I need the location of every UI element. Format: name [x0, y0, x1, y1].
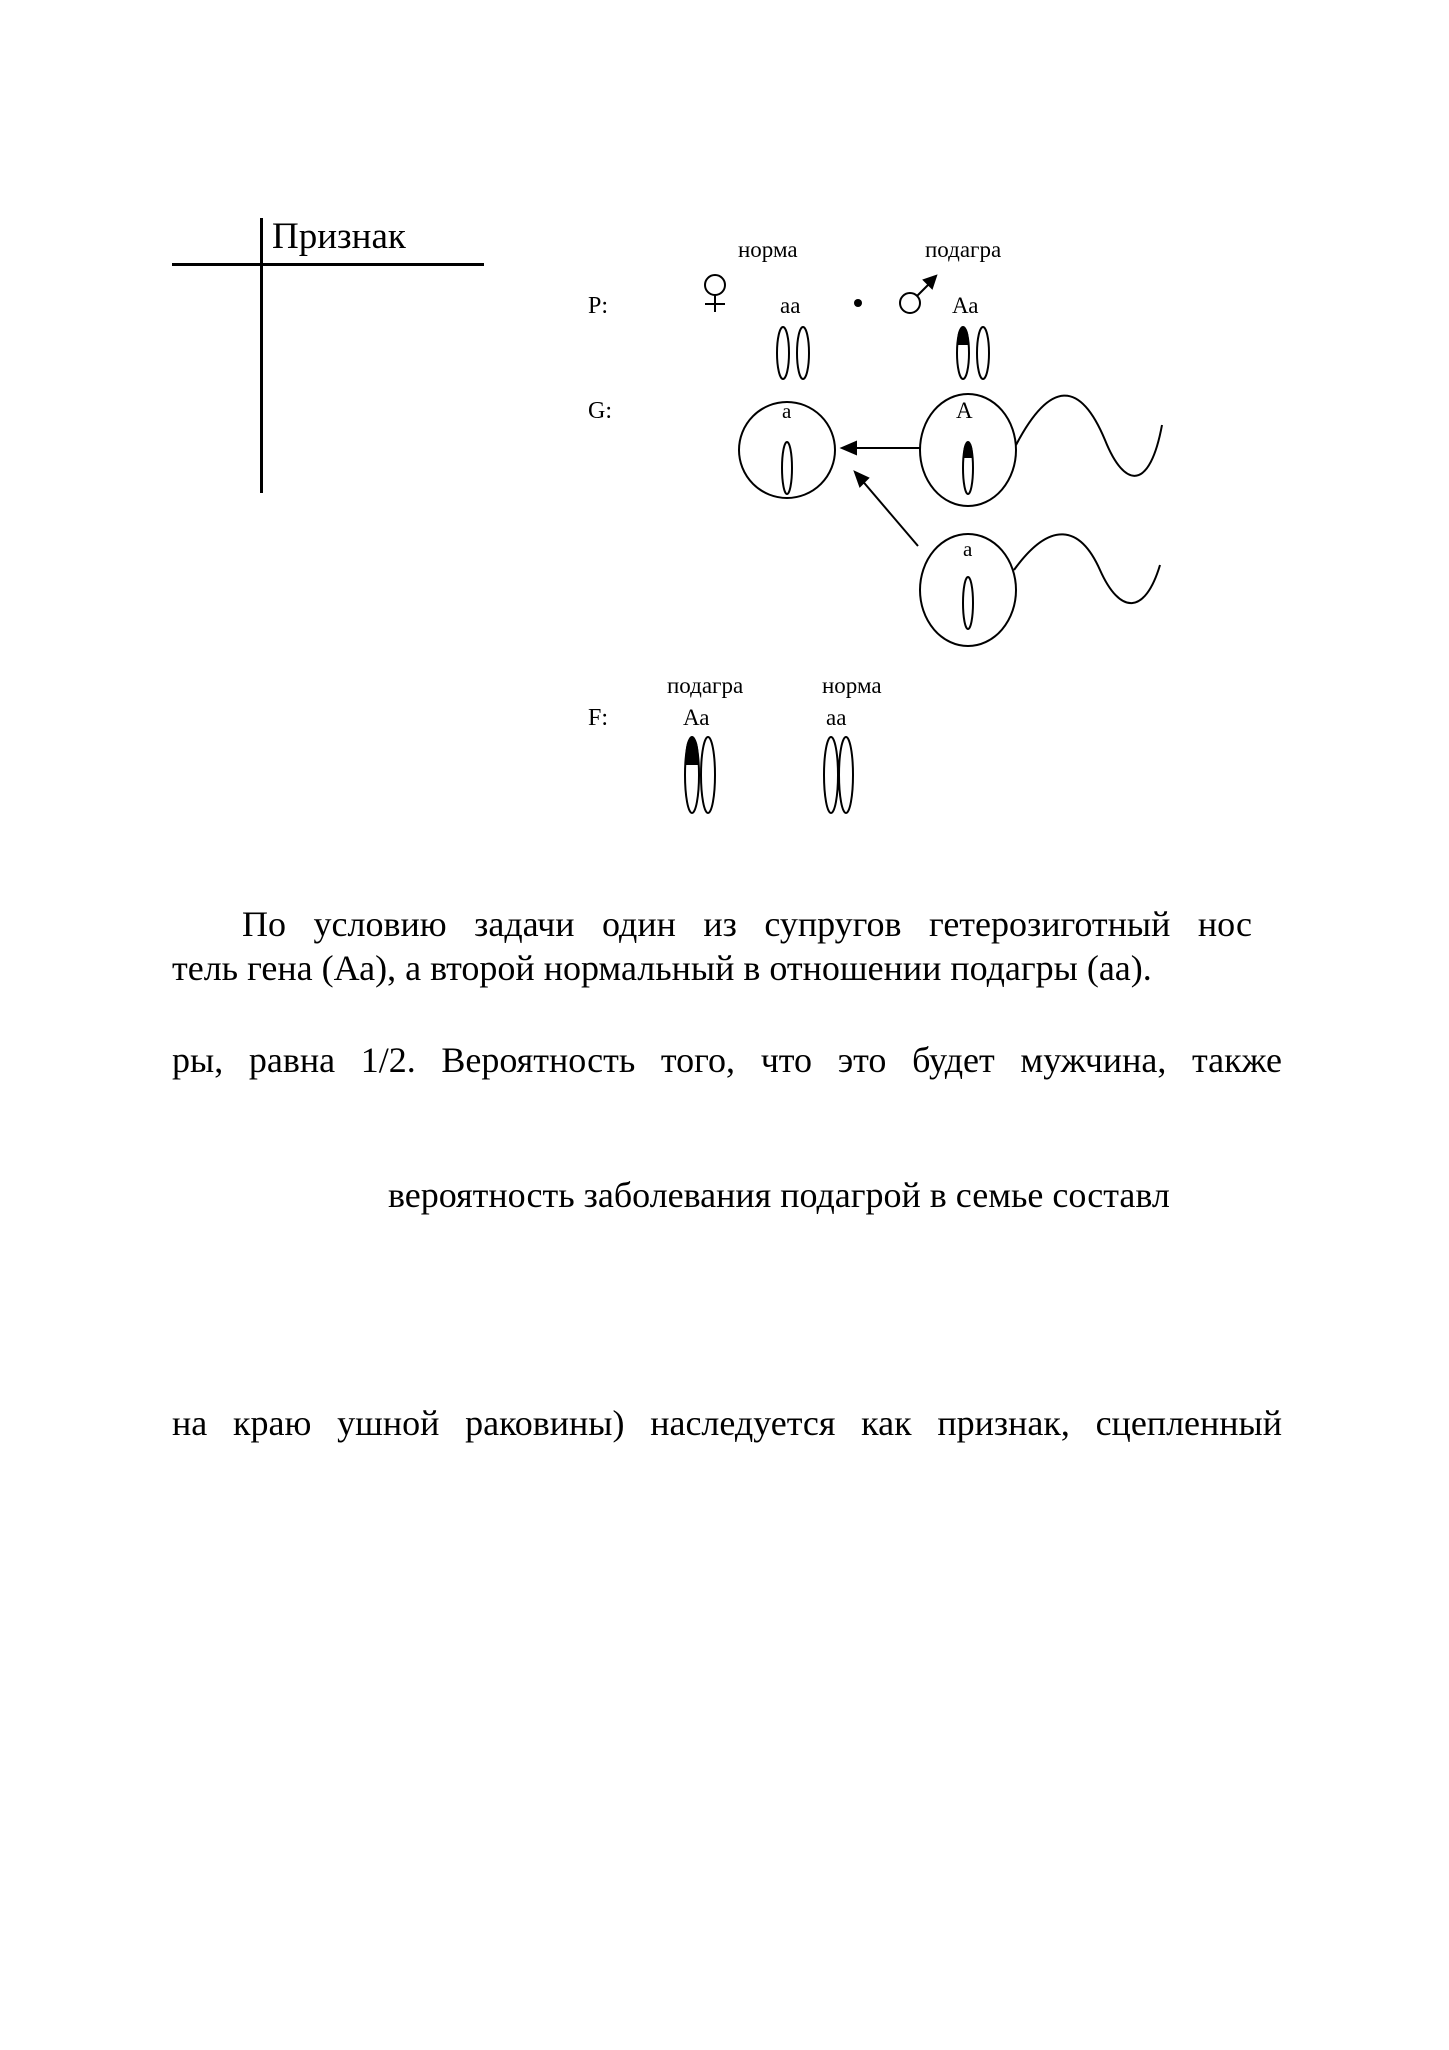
genetic-cross-diagram: [0, 0, 1449, 850]
fertilization-arrows: [842, 442, 920, 546]
paragraph-line-3: ры, равна 1/2. Вероятность того, что это будет мужчина, также: [172, 1040, 1282, 1080]
gamete-sperm-recessive: [920, 534, 1160, 646]
gamete-sperm-recessive-label: а: [963, 537, 973, 561]
offspring-1-genotype: Аа: [683, 705, 710, 730]
parent-male-phenotype: подагра: [925, 237, 1002, 262]
row-label-p: P:: [588, 293, 609, 319]
paragraph-line-1: По условию задачи один из супругов гетерозиготный нос: [242, 904, 1252, 944]
offspring-2-genotype: аа: [826, 705, 847, 730]
paragraph-line-5: на краю ушной раковины) наследуется как признак, сцепленный: [172, 1403, 1282, 1443]
parent-female-genotype: аа: [780, 293, 801, 318]
row-label-g: G:: [588, 398, 612, 424]
offspring-1-chromosomes: [685, 737, 715, 813]
parent-female-phenotype: норма: [738, 237, 798, 262]
table-header-trait: Признак: [272, 216, 406, 257]
parent-female-chromosomes: [777, 327, 809, 379]
offspring-2-chromosomes: [824, 737, 853, 813]
paragraph-line-4: вероятность заболевания подагрой в семье составл: [388, 1175, 1170, 1215]
offspring-2-phenotype: норма: [822, 673, 882, 698]
parent-male-chromosomes: [957, 327, 989, 379]
gamete-sperm-dominant-label: А: [956, 398, 973, 423]
female-symbol-icon: [705, 275, 725, 312]
offspring-1-phenotype: подагра: [667, 673, 744, 698]
gamete-egg-label: а: [782, 399, 792, 423]
paragraph-line-2: тель гена (Аа), а второй нормальный в отношении подагры (аа).: [172, 948, 1152, 988]
row-label-f: F:: [588, 705, 609, 731]
parent-male-genotype: Аа: [952, 293, 979, 318]
cross-dot-icon: [854, 299, 862, 307]
male-symbol-icon: [900, 276, 936, 313]
